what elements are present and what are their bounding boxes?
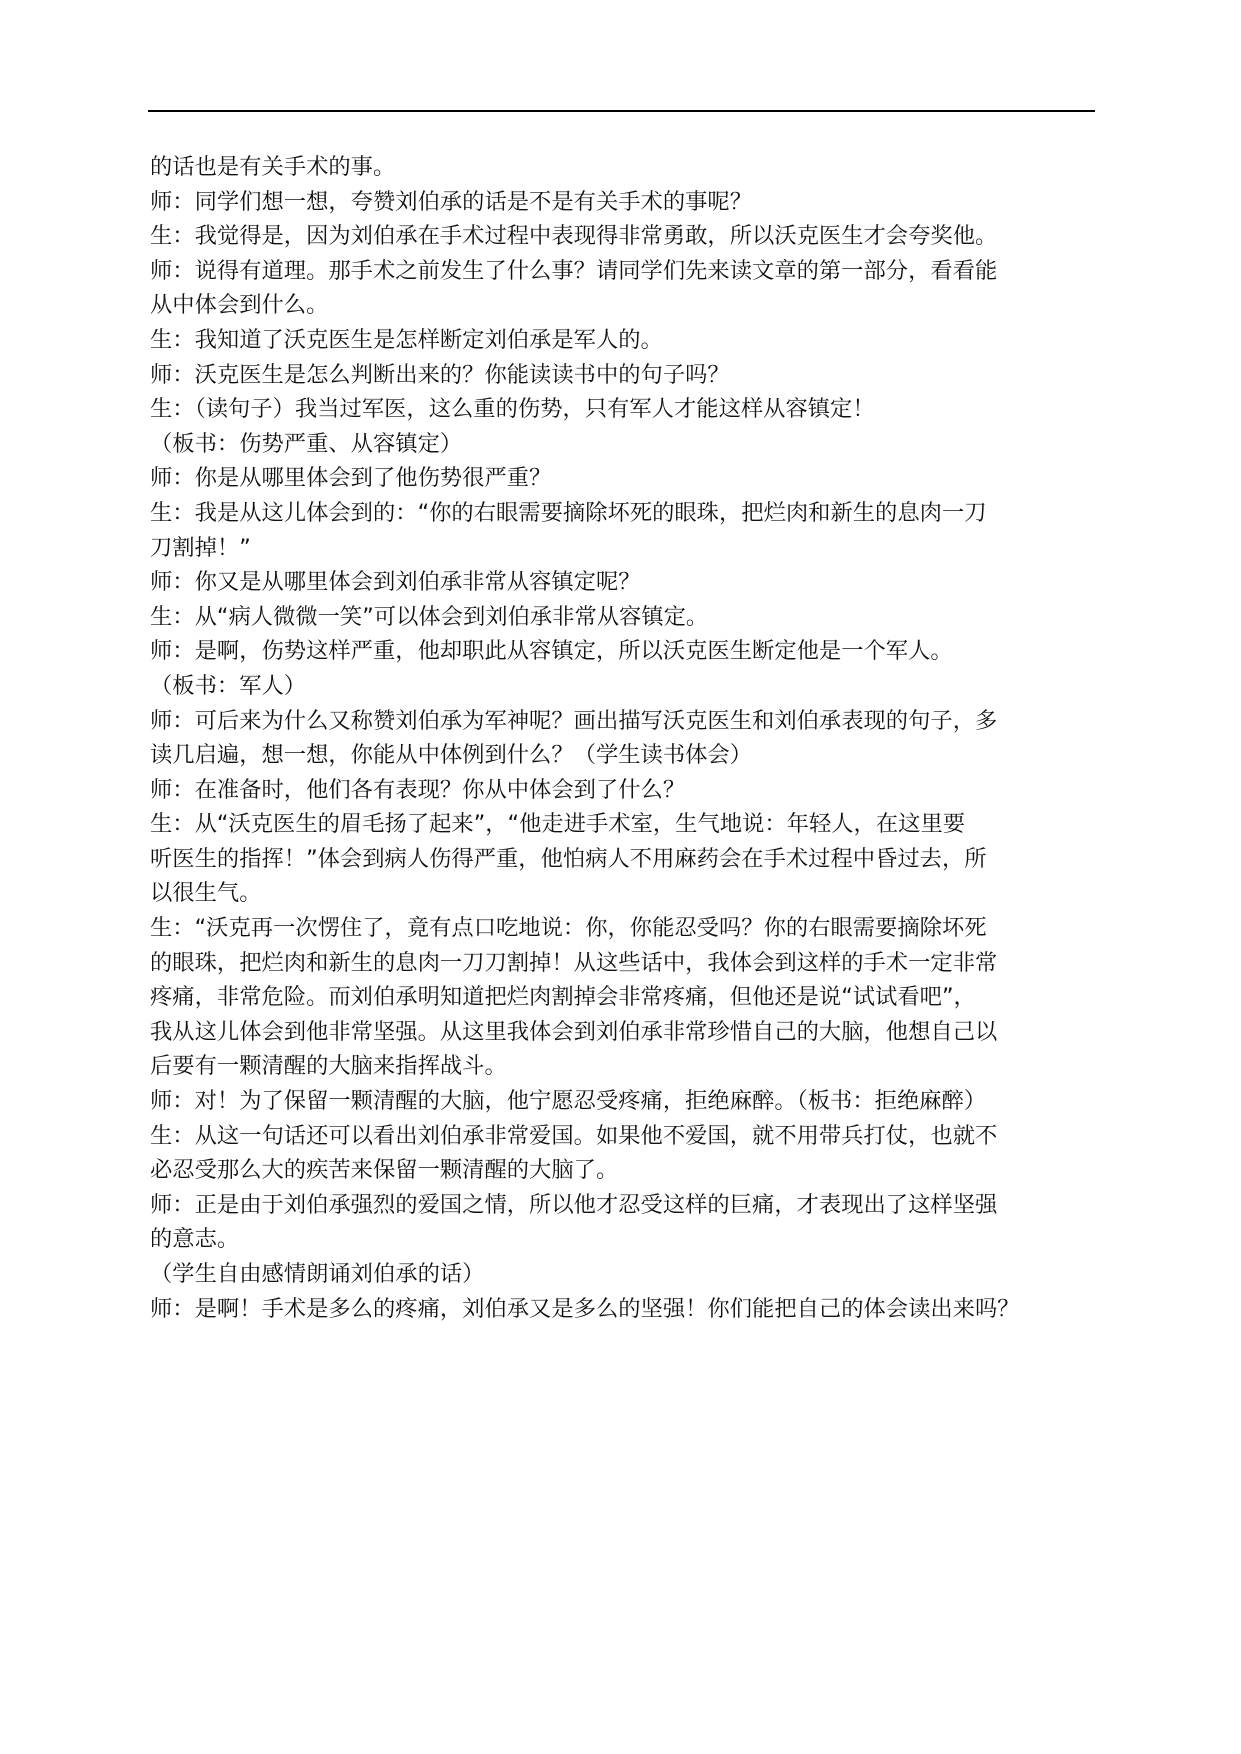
text-line: 必忍受那么大的疾苦来保留一颗清醒的大脑了。 [150,1157,619,1184]
text-line: 的意志。 [150,1226,240,1253]
text-line: 生：从“病人微微一笑”可以体会到刘伯承非常从容镇定。 [150,603,709,630]
text-line: 的话也是有关手术的事。 [150,154,396,180]
text-line: 我从这儿体会到他非常坚强。从这里我体会到刘伯承非常珍惜自己的大脑，他想自己以 [150,1018,998,1045]
text-line: 以很生气。 [150,880,262,907]
text-line: 的眼珠，把烂肉和新生的息肉一刀刀割掉！从这些话中，我体会到这样的手术一定非常 [150,949,998,976]
text-line: 师：正是由于刘伯承强烈的爱国之情，所以他才忍受这样的巨痛，才表现出了这样坚强 [150,1191,998,1218]
text-line: 刀割掉！” [150,534,251,561]
text-line: （学生自由感情朗诵刘伯承的话） [150,1261,485,1287]
text-line: （板书：伤势严重、从容镇定） [150,430,463,457]
text-line: 师：对！为了保留一颗清醒的大脑，他宁愿忍受疼痛，拒绝麻醉。（板书：拒绝麻醉） [150,1088,987,1115]
text-line: 师：同学们想一想，夸赞刘伯承的话是不是有关手术的事呢？ [150,188,753,215]
text-line: 疼痛，非常危险。而刘伯承明知道把烂肉割掉会非常疼痛，但他还是说“试试看吧”， [150,984,976,1011]
header-rule [148,110,1095,112]
document-body [150,150,1095,1326]
text-line: 后要有一颗清醒的大脑来指挥战斗。 [150,1053,507,1080]
text-line: （板书：军人） [150,672,307,699]
text-line: 生：从这一句话还可以看出刘伯承非常爱国。如果他不爱国，就不用带兵打仗，也就不 [150,1122,998,1149]
text-line: 师：可后来为什么又称赞刘伯承为军神呢？画出描写沃克医生和刘伯承表现的句子，多 [150,707,998,734]
text-line: 生：从“沃克医生的眉毛扬了起来”，“他走进手术室，生气地说：年轻人，在这里要 [150,811,966,838]
text-line: 师：你是从哪里体会到了他伤势很严重？ [150,465,552,492]
text-line: 师：说得有道理。那手术之前发生了什么事？请同学们先来读文章的第一部分，看看能 [150,257,998,284]
text-line: 生：“沃克再一次愣住了，竟有点口吃地说：你，你能忍受吗？你的右眼需要摘除坏死 [150,915,987,942]
text-line: 生：我是从这儿体会到的：“你的右眼需要摘除坏死的眼珠，把烂肉和新生的息肉一刀 [150,499,987,526]
text-line: 从中体会到什么。 [150,292,329,319]
text-line: 师：是啊，伤势这样严重，他却职此从容镇定，所以沃克医生断定他是一个军人。 [150,638,953,665]
text-line: 师：是啊！手术是多么的疼痛，刘伯承又是多么的坚强！你们能把自己的体会读出来吗？ [150,1295,1020,1322]
text-line: 师：沃克医生是怎么判断出来的？你能读读书中的句子吗？ [150,361,730,388]
text-line: 生：我知道了沃克医生是怎样断定刘伯承是军人的。 [150,326,663,353]
text-line: 师：你又是从哪里体会到刘伯承非常从容镇定呢？ [150,569,641,596]
text-line: 读几启遍，想一想，你能从中体例到什么？（学生读书体会） [150,742,753,769]
text-line: 师：在准备时，他们各有表现？你从中体会到了什么？ [150,776,686,803]
text-line: 生：（读句子）我当过军医，这么重的伤势，只有军人才能这样从容镇定！ [150,396,875,423]
text-line: 听医生的指挥！”体会到病人伤得严重，他怕病人不用麻药会在手术过程中昏过去，所 [150,845,987,872]
text-line: 生：我觉得是，因为刘伯承在手术过程中表现得非常勇敢，所以沃克医生才会夸奖他。 [150,223,998,250]
